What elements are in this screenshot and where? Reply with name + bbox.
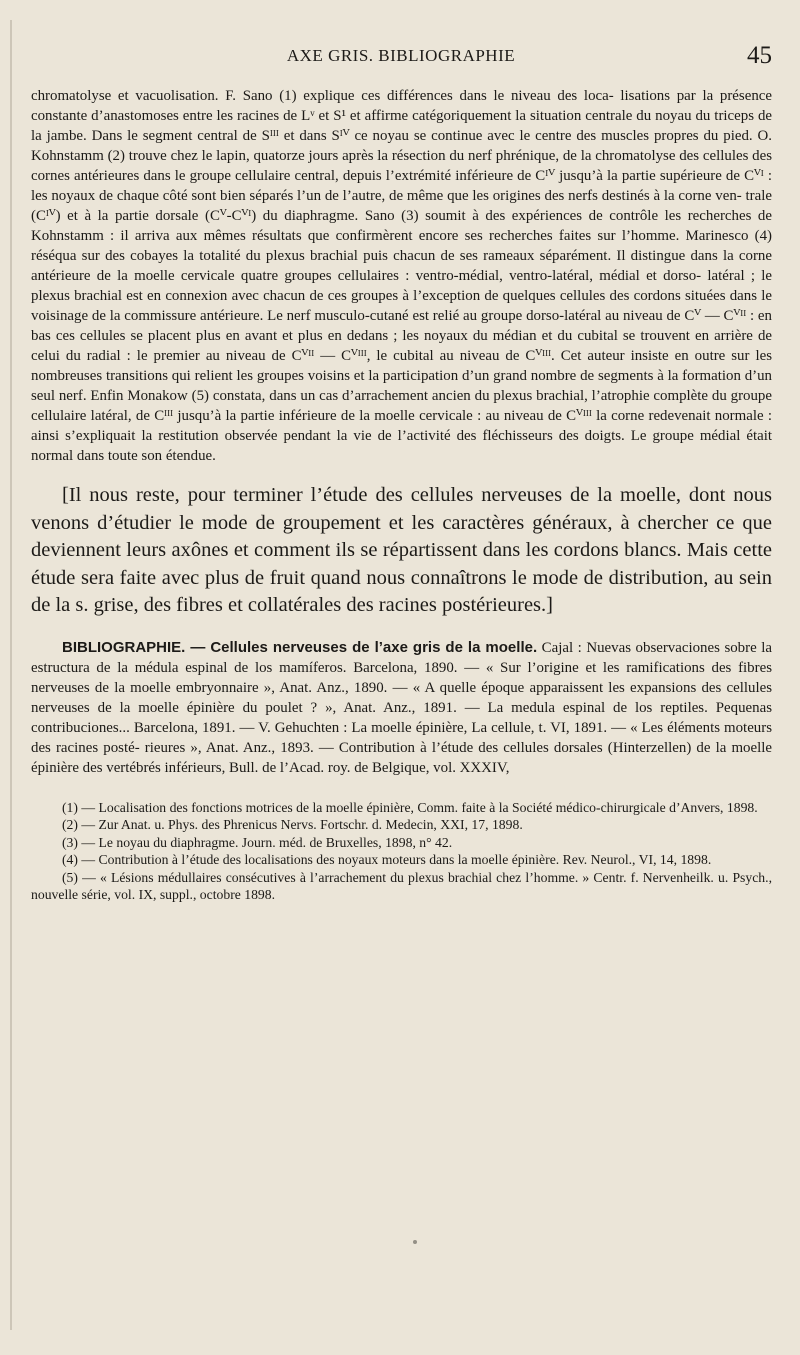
page-number: 45	[747, 42, 772, 69]
running-head: AXE GRIS. BIBLIOGRAPHIE	[286, 46, 516, 65]
footnote: (5) — « Lésions médullaires consécutives à l’arrachement du plexus brachial chez l’homme. » Centr. f. Nervenheilk. u. Psych., nouvelle série, vol. IX, suppl., octobre 1898.	[31, 869, 772, 902]
paragraph-localisations: chromatolyse et vacuolisation. F. Sano (1) explique ces différences dans le niveau des loca- lisations par la présence constante d’anastomoses entre les racines de Lᵛ et S¹ et affirme catégoriquement la situation centrale du noyau du triceps de la jambe. Dans le segment central de Sᴵᴵᴵ et dans Sᴵⱽ ce noyau se continue avec le centre des muscles propres du pied. O. Kohnstamm (2) trouve chez le lapin, quatorze jours après la résection du nerf phrénique, de la chromatolyse des cellules des cornes antérieures dans le groupe cellulaire central, depuis l’extrémité inférieure de Cᴵⱽ jusqu’à la partie supérieure de Cⱽᴵ : les noyaux de chaque côté sont bien séparés l’un de l’autre, de même que les origines des nerfs destinés à la corne ven- trale (Cᴵⱽ) et à la partie dorsale (Cⱽ-Cⱽᴵ) du diaphragme. Sano (3) soumit à des expériences de contrôle les recherches de Kohnstamm : il arriva aux mêmes résultats que confirmèrent encore ses recherches faites sur l’homme. Marinesco (4) réséqua sur des cobayes la totalité du plexus brachial puis chacun de ses rameaux séparément. Il distingue dans la corne antérieure de la moelle cervicale quatre groupes cellulaires : ventro-médial, ventro-latéral, médial et dorso- latéral ; le plexus brachial est en connexion avec chacun de ces groupes à l’exception de quelques cellules des cordons situées dans le voisinage de la commissure antérieure. Le nerf musculo-cutané est relié au groupe dorso-latéral au niveau de Cⱽ — Cⱽᴵᴵ : en bas ces cellules se placent plus en avant et plus en dedans ; les noyaux du médian et du cubital se trouvent en arrière de celui du radial : le premier au niveau de Cⱽᴵᴵ — Cⱽᴵᴵᴵ, le cubital au niveau de Cⱽᴵᴵᴵ. Cet auteur insiste en outre sur les nombreuses transitions qui relient les groupes voisins et la participation d’un grand nombre de segments à la formation d’un seul nerf. Enfin Monakow (5) constata, dans un cas d’arrachement ancien du plexus brachial, l’atrophie complète du groupe cellulaire latéral, de Cᴵᴵᴵ jusqu’à la partie inférieure de la moelle cervicale : au niveau de Cⱽᴵᴵᴵ la corne redevenait normale : ainsi s’expliquait la restitution observée pendant la vie de l’activité des fléchisseurs des doigts. Le groupe médial était normal dans toute son étendue.	[31, 88, 772, 464]
footnote: (4) — Contribution à l’étude des localisations des noyaux moteurs dans la moelle épinière. Rev. Neurol., VI, 14, 1898.	[62, 852, 712, 868]
page-header	[30, 42, 772, 72]
bibliography-text: Cajal : Nuevas observaciones sobre la estructura de la médula espinal de los mamíferos. Barcelona, 1890. — « Sur l’origine et les ramifications des fibres nerveuses de la moelle embryonnaire », Anat. Anz., 1890. — « A quelle époque apparaissent les expansions des cellules nerveuses de la moelle épinière du poulet ? », Anat. Anz., 1891. — La medula espinal de los reptiles. Pequenas contribuciones... Barcelona, 1891. — V. Gehuchten : La moelle épinière, La cellule, t. VI, 1891. — « Les éléments moteurs des racines posté- rieures », Anat. Anz., 1893. — Contribution à l’étude des cellules dorsales (Hinterzellen) de la moelle épinière des vertébrés inférieurs, Bull. de l’Acad. roy. de Belgique, vol. XXXIV,	[31, 639, 772, 776]
page-binding-edge	[10, 20, 12, 1330]
bibliography-heading: BIBLIOGRAPHIE. — Cellules nerveuses de l’axe gris de la moelle.	[62, 638, 538, 656]
ink-spot	[413, 1240, 417, 1244]
page-body	[31, 86, 772, 903]
footnote: (2) — Zur Anat. u. Phys. des Phrenicus Nervs. Fortschr. d. Medecin, XXI, 17, 1898.	[62, 817, 523, 833]
paragraph-bibliographie	[31, 638, 772, 778]
footnote: (3) — Le noyau du diaphragme. Journ. méd. de Bruxelles, 1898, n° 42.	[62, 834, 453, 850]
footnotes	[31, 799, 772, 903]
footnote: (1) — Localisation des fonctions motrices de la moelle épinière, Comm. faite à la Société médico-chirurgicale d’Anvers, 1898.	[62, 799, 758, 815]
paragraph-conclusion: [Il nous reste, pour terminer l’étude des cellules nerveuses de la moelle, dont nous venons d’étudier le mode de groupement et les caractères généraux, à chercher ce que deviennent leurs axônes et comment ils se répartissent dans les cordons blancs. Mais cette étude sera faite avec plus de fruit quand nous connaîtrons le mode de distribution, au sein de la s. grise, des fibres et collatérales des racines postérieures.]	[31, 484, 772, 617]
